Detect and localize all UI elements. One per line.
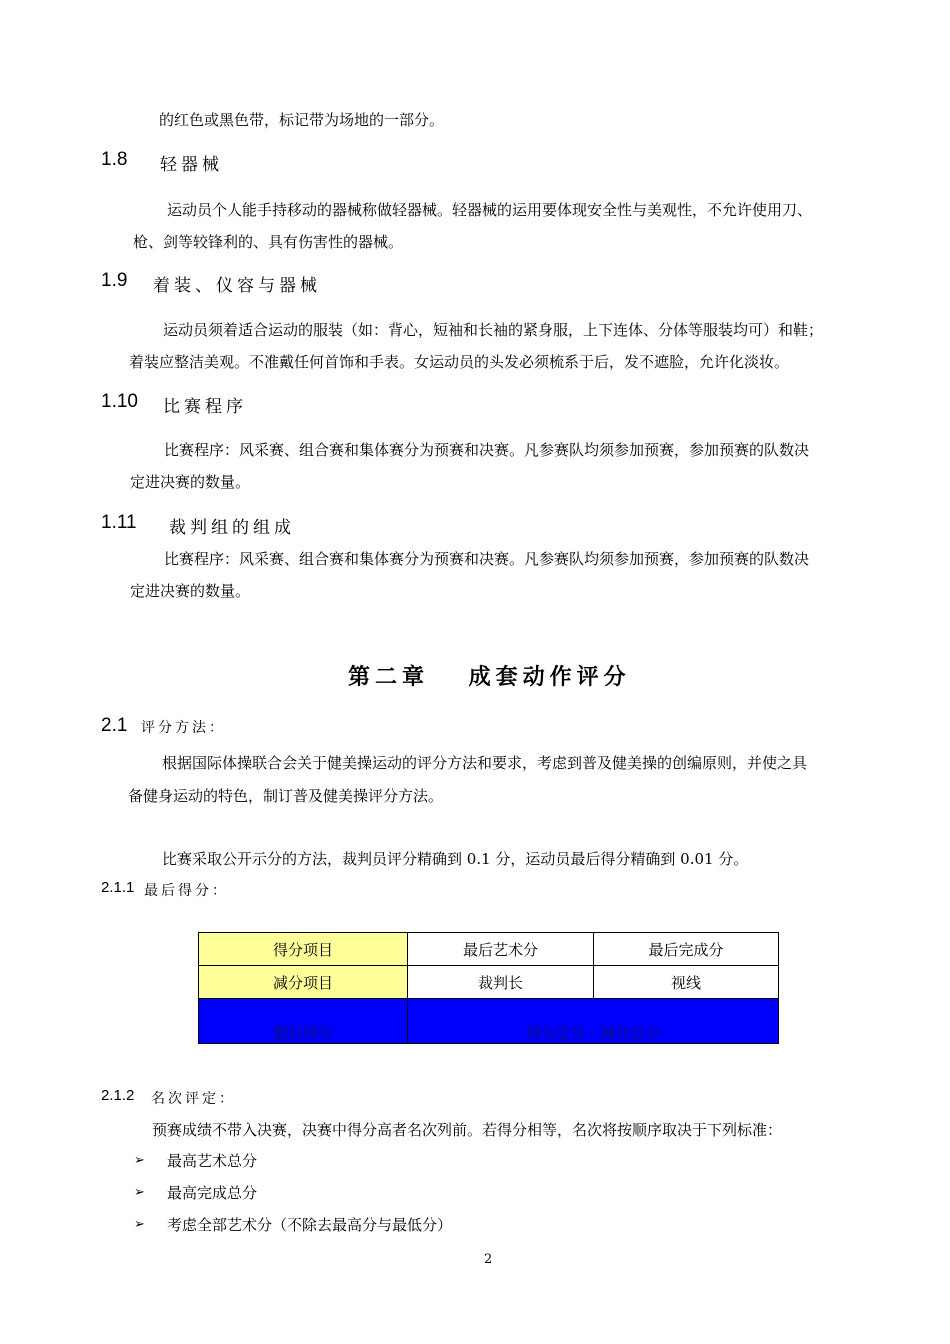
section-number: 1.10 [101,391,138,412]
paragraph-line: 着装应整洁美观。不准戴任何首饰和手表。女运动员的头发必须梳系于后，发不遮脸，允许化淡妆。 [129,353,790,371]
table-row [199,999,779,1044]
bullet-arrow-icon: ➢ [134,1153,145,1168]
paragraph-line: 根据国际体操联合会关于健美操运动的评分方法和要求，考虑到普及健美操的创编原则，并使之具 [162,754,808,772]
paragraph-line: 预赛成绩不带入决赛，决赛中得分高者名次列前。若得分相等，名次将按顺序取决于下列标准： [152,1121,783,1139]
section-title: 裁判组的组成 [169,518,295,538]
paragraph-line: 比赛程序：风采赛、组合赛和集体赛分为预赛和决赛。凡参赛队均须参加预赛，参加预赛的队数决 [164,550,810,568]
section-title: 轻器械 [160,155,223,175]
section-number: 2.1 [101,715,128,736]
paragraph-line: 运动员须着适合运动的服装（如：背心，短袖和长袖的紧身服，上下连体、分体等服装均可）和鞋； [163,321,824,339]
subsection-number: 2.1.1 [101,879,135,896]
list-item: 最高完成总分 [167,1184,258,1202]
list-item: 最高艺术总分 [167,1152,258,1170]
subsection-title: 名次评定： [151,1091,236,1107]
paragraph-line: 比赛采取公开示分的方法，裁判员评分精确到 0.1 分，运动员最后得分精确到 0.01 分。 [162,850,749,868]
table-cell: 最后艺术分 [408,933,594,966]
table-row [199,933,779,966]
score-table [198,932,779,1044]
table-row [199,966,779,999]
paragraph-line: 比赛程序：风采赛、组合赛和集体赛分为预赛和决赛。凡参赛队均须参加预赛，参加预赛的队数决 [164,441,810,459]
paragraph-line: 的红色或黑色带，标记带为场地的一部分。 [159,111,445,129]
paragraph-line: 定进决赛的数量。 [130,473,251,491]
bullet-arrow-icon: ➢ [134,1217,145,1232]
section-number: 1.8 [101,149,128,170]
table-cell: 得分总分 - 减分总分 [408,999,779,1044]
table-cell: 最后得分 [199,999,408,1044]
paragraph-line: 备健身运动的特色，制订普及健美操评分方法。 [128,787,444,805]
bullet-arrow-icon: ➢ [134,1185,145,1200]
table-cell: 最后完成分 [594,933,779,966]
list-item: 考虑全部艺术分（不除去最高分与最低分） [167,1216,453,1234]
section-title: 比赛程序 [163,397,247,417]
table-cell: 减分项目 [199,966,408,999]
subsection-number: 2.1.2 [101,1087,135,1104]
section-title: 着装、仪容与器械 [153,276,321,296]
table-cell: 裁判长 [408,966,594,999]
paragraph-line: 枪、剑等较锋利的、具有伤害性的器械。 [133,233,404,251]
section-title: 评分方法： [141,720,226,736]
page-number: 2 [484,1252,493,1267]
paragraph-line: 定进决赛的数量。 [130,582,251,600]
section-number: 1.9 [101,270,128,291]
section-number: 1.11 [101,512,137,533]
paragraph-line: 运动员个人能手持移动的器械称做轻器械。轻器械的运用要体现安全性与美观性，不允许使用刀、 [167,201,813,219]
table-cell: 得分项目 [199,933,408,966]
chapter-title: 第二章 成套动作评分 [348,665,631,690]
table-cell: 视线 [594,966,779,999]
subsection-title: 最后得分： [144,883,229,899]
